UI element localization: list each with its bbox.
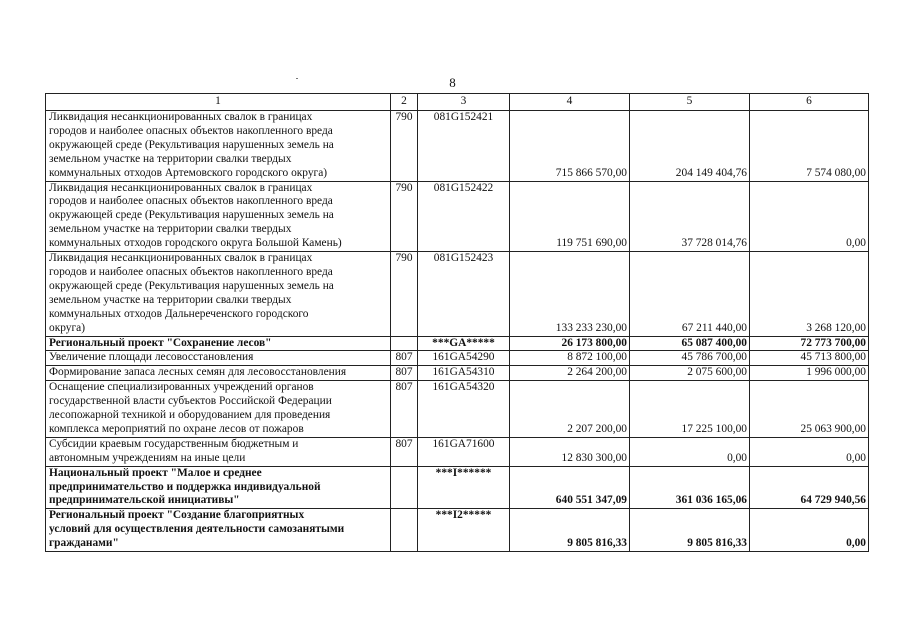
item-name-line: автономным учреждениям на иные цели [49, 451, 246, 464]
amount-col5-cell: 361 036 165,06 [630, 466, 750, 509]
item-name-cell [46, 252, 391, 336]
item-name-cell [46, 366, 391, 381]
amount-col5-cell: 2 075 600,00 [630, 366, 750, 381]
column-header: 5 [630, 94, 750, 111]
item-name-line: комплекса мероприятий по охране лесов от пожаров [49, 422, 304, 435]
item-name-line: городов и наиболее опасных объектов накопленного вреда [49, 265, 333, 278]
item-name-cell [46, 336, 391, 351]
amount-col6-cell: 64 729 940,56 [750, 466, 869, 509]
table-row [46, 336, 869, 351]
item-name-line: Региональный проект "Сохранение лесов" [49, 336, 272, 349]
item-name-line: земельном участке на территории свалки твердых [49, 293, 292, 306]
table-row [46, 252, 869, 336]
department-code-cell: 807 [391, 351, 418, 366]
item-name-cell [46, 437, 391, 466]
budget-article-cell: ***I2***** [418, 509, 510, 552]
amount-col5-cell: 37 728 014,76 [630, 181, 750, 252]
scan-speck [296, 78, 298, 79]
item-name-line: Субсидии краевым государственным бюджетным и [49, 437, 299, 450]
amount-col4-cell: 12 830 300,00 [510, 437, 630, 466]
amount-col5-cell: 17 225 100,00 [630, 381, 750, 438]
budget-article-cell: 081G152422 [418, 181, 510, 252]
budget-article-cell: 161GA54320 [418, 381, 510, 438]
item-name-line: окружающей среде (Рекультивация нарушенных земель на [49, 209, 334, 222]
item-name-line: Формирование запаса лесных семян для лесовосстановления [49, 366, 347, 379]
department-code-cell: 807 [391, 381, 418, 438]
department-code-cell: 807 [391, 366, 418, 381]
item-name-line: коммунальных отходов Артемовского городского округа) [49, 166, 328, 179]
amount-col5-cell: 65 087 400,00 [630, 336, 750, 351]
item-name-line: земельном участке на территории свалки твердых [49, 223, 292, 236]
column-header: 1 [46, 94, 391, 111]
item-name-line: Увеличение площади лесовосстановления [49, 351, 254, 364]
budget-article-cell: 161GA71600 [418, 437, 510, 466]
item-name-line: предпринимательство и поддержка индивидуальной [49, 480, 321, 493]
amount-col6-cell: 3 268 120,00 [750, 252, 869, 336]
amount-col4-cell: 9 805 816,33 [510, 509, 630, 552]
item-name-line: Ликвидация несанкционированных свалок в границах [49, 181, 313, 194]
amount-col6-cell: 7 574 080,00 [750, 111, 869, 182]
department-code-cell [391, 466, 418, 509]
item-name-line: гражданами" [49, 537, 119, 550]
item-name-cell [46, 181, 391, 252]
item-name-line: лесопожарной техникой и оборудованием для проведения [49, 409, 331, 422]
amount-col6-cell: 72 773 700,00 [750, 336, 869, 351]
department-code-cell: 790 [391, 252, 418, 336]
table-row [46, 437, 869, 466]
department-code-cell: 790 [391, 111, 418, 182]
column-number-row [46, 94, 869, 111]
department-code-cell [391, 509, 418, 552]
column-header: 2 [391, 94, 418, 111]
amount-col4-cell: 133 233 230,00 [510, 252, 630, 336]
item-name-line: земельном участке на территории свалки твердых [49, 152, 292, 165]
amount-col6-cell: 0,00 [750, 509, 869, 552]
amount-col5-cell: 67 211 440,00 [630, 252, 750, 336]
budget-article-cell: 161GA54290 [418, 351, 510, 366]
item-name-cell [46, 466, 391, 509]
amount-col6-cell: 25 063 900,00 [750, 381, 869, 438]
table-row [46, 381, 869, 438]
column-header: 4 [510, 94, 630, 111]
budget-table [45, 93, 869, 552]
item-name-cell [46, 381, 391, 438]
item-name-line: окружающей среде (Рекультивация нарушенных земель на [49, 138, 334, 151]
item-name-line: условий для осуществления деятельности самозанятыми [49, 523, 345, 536]
amount-col4-cell: 2 207 200,00 [510, 381, 630, 438]
item-name-line: городов и наиболее опасных объектов накопленного вреда [49, 124, 333, 137]
department-code-cell: 790 [391, 181, 418, 252]
column-header: 6 [750, 94, 869, 111]
item-name-line: предпринимательской инициативы" [49, 494, 240, 507]
amount-col6-cell: 45 713 800,00 [750, 351, 869, 366]
item-name-line: Региональный проект "Создание благоприятных [49, 509, 305, 522]
item-name-line: Ликвидация несанкционированных свалок в границах [49, 111, 313, 123]
amount-col4-cell: 2 264 200,00 [510, 366, 630, 381]
budget-article-cell: ***I****** [418, 466, 510, 509]
amount-col6-cell: 0,00 [750, 437, 869, 466]
item-name-line: Ликвидация несанкционированных свалок в границах [49, 252, 313, 265]
item-name-cell [46, 509, 391, 552]
department-code-cell [391, 336, 418, 351]
budget-article-cell: ***GA***** [418, 336, 510, 351]
item-name-line: городов и наиболее опасных объектов накопленного вреда [49, 195, 333, 208]
amount-col6-cell: 1 996 000,00 [750, 366, 869, 381]
item-name-cell [46, 111, 391, 182]
item-name-line: коммунальных отходов Дальнереченского городского [49, 307, 309, 320]
item-name-line: окружающей среде (Рекультивация нарушенных земель на [49, 279, 334, 292]
item-name-cell [46, 351, 391, 366]
item-name-line: государственной власти субъектов Российской Федерации [49, 395, 332, 408]
item-name-line: коммунальных отходов городского округа Большой Камень) [49, 237, 342, 250]
amount-col5-cell: 204 149 404,76 [630, 111, 750, 182]
amount-col5-cell: 45 786 700,00 [630, 351, 750, 366]
budget-article-cell: 161GA54310 [418, 366, 510, 381]
page-number: 8 [449, 75, 456, 90]
item-name-line: округа) [49, 321, 85, 334]
table-row [46, 509, 869, 552]
amount-col5-cell: 9 805 816,33 [630, 509, 750, 552]
amount-col4-cell: 8 872 100,00 [510, 351, 630, 366]
amount-col4-cell: 119 751 690,00 [510, 181, 630, 252]
table-row [46, 366, 869, 381]
budget-article-cell: 081G152421 [418, 111, 510, 182]
budget-article-cell: 081G152423 [418, 252, 510, 336]
column-header: 3 [418, 94, 510, 111]
item-name-line: Оснащение специализированных учреждений органов [49, 381, 314, 394]
table-row [46, 351, 869, 366]
amount-col4-cell: 715 866 570,00 [510, 111, 630, 182]
item-name-line: Национальный проект "Малое и среднее [49, 466, 262, 479]
amount-col4-cell: 640 551 347,09 [510, 466, 630, 509]
table-row [46, 466, 869, 509]
department-code-cell: 807 [391, 437, 418, 466]
table-row [46, 111, 869, 182]
table-row [46, 181, 869, 252]
amount-col4-cell: 26 173 800,00 [510, 336, 630, 351]
amount-col6-cell: 0,00 [750, 181, 869, 252]
amount-col5-cell: 0,00 [630, 437, 750, 466]
